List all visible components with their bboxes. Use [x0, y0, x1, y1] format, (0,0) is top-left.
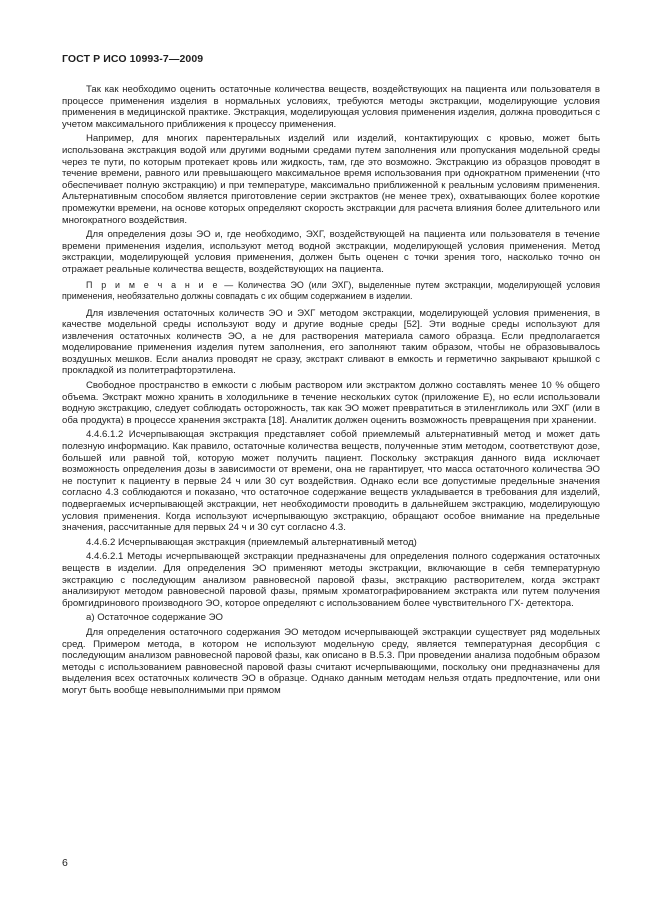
paragraph: Для определения дозы ЭО и, где необходимо, ЭХГ, воздействующей на пациента или пользователя в течение времени применения изделия, используют метод водной экстракции, моделирующей условия применения. Метод экстракции, моделирующей условия применения, должен быть оценен с точки зрения того, насколько точно он отражает реальные количества веществ, воздействующих на пациента. [62, 229, 600, 275]
document-header: ГОСТ Р ИСО 10993-7—2009 [62, 53, 204, 65]
paragraph: Так как необходимо оценить остаточные количества веществ, воздействующих на пациента или пользователя в процессе применения изделия в нормальных условиях, требуются методы экстракции, моделирующие условия применения в медицинской практике. Экстракция, моделирующая условия применения изделия, должна проводиться с учетом максимального приближения к процессу применения. [62, 84, 600, 130]
paragraph: 4.4.6.2.1 Методы исчерпывающей экстракции предназначены для определения полного содержания остаточных веществ в изделии. Для определения ЭО применяют методы экстракции, включающие в себя температурную экстракцию с последующим анализом равновесной паровой фазы, экстракцию растворителем, когда экстракт анализируют методом равновесной паровой фазы, прямым хроматографированием экстракта или путем получения бромгидринового производного ЭО, которое определяют с использованием более чувствительного ГХ- детектора. [62, 551, 600, 609]
paragraph: Для определения остаточного содержания ЭО методом исчерпывающей экстракции существует ряд модельных сред. Примером метода, в котором не используют модельную среду, является температурная десорбция с последующим анализом равновесной паровой фазы, как описано в В.5.3. При проведении анализа подобным образом методы с использованием равновесной паровой фазы считают исчерпывающими, поскольку они предназначены для выделения всех остаточных количеств ЭО в образце. Однако данным методам нельзя отдать предпочтение, или они могут быть вообще невыполнимыми при прямом [62, 626, 600, 696]
paragraph: Свободное пространство в емкости с любым раствором или экстрактом должно составлять менее 10 % общего объема. Экстракт можно хранить в холодильнике в течение нескольких суток (приложение Е), но если использовали водную экстракцию, следует соблюдать осторожность, так как ЭО может превратиться в этиленгликоль или ЭХГ (или в оба продукта) в процессе хранения экстракта [18]. Аналитик должен оценить возможность превращения при хранении. [62, 380, 600, 426]
page-number: 6 [62, 857, 68, 869]
document-body [62, 84, 600, 700]
note-text: — Количества ЭО (или ЭХГ), выделенные путем экстракции, моделирующей условия применения, необязательно должны совпадать с их общим содержанием в изделии. [62, 279, 600, 301]
note [62, 280, 600, 302]
list-item: а) Остаточное содержание ЭО [86, 612, 223, 624]
paragraph: Для извлечения остаточных количеств ЭО и ЭХГ методом экстракции, моделирующей условия применения, в качестве модельной среды используют воду и другие водные среды [52]. Эти водные среды используют для извлечения остаточных количеств ЭО, а не для растворения материала самого образца. Если предполагается моделирование применения изделия путем заполнения, его заполняют таким образом, чтобы не образовывалось воздушных мешков. Если анализ проводят не сразу, экстракт сливают в емкость и герметично закрывают крышкой с прокладкой из политетрафторэтилена. [62, 307, 600, 377]
section-heading: 4.4.6.2 Исчерпывающая экстракция (приемлемый альтернативный метод) [86, 536, 417, 548]
paragraph: Например, для многих парентеральных изделий или изделий, контактирующих с кровью, может быть использована экстракция водой или другими водными средами путем заполнения или пропускания модельной среды через те пути, по которым протекает кровь или жидкость, там, где это возможно. Экстракцию из образцов проводят в течение времени, равного или превышающего максимальное время использования при однократном применении (что обеспечивает полную экстракцию) и при температуре, максимально приближенной к реальным условиям применения. Альтернативным способом является приготовление серии экстрактов (не менее трех), охватывающих более короткие промежутки времени, на основе которых определяют скорость экстракции для расчета влияния более длительного или многократного воздействия. [62, 133, 600, 226]
paragraph: 4.4.6.1.2 Исчерпывающая экстракция представляет собой приемлемый альтернативный метод и может дать полезную информацию. Как правило, остаточные количества веществ, полученные этим методом, соответствуют дозе, большей или равной той, которую может получить пациент. Поскольку экстракция данного вида исключает возможность определения дозы в зависимости от времени, она не гарантирует, что масса остаточного количества ЭО не поступит к пациенту в первые 24 ч или 30 сут воздействия. Однако если все допустимые предельные значения согласно 4.3 соблюдаются и показано, что остаточное содержание веществ укладывается в требования для изделий, подвергаемых исчерпывающей экстракции, нет необходимости проводить в дальнейшем экстракцию, моделирующую условия применения. Когда используют исчерпывающую экстракцию, обращают особое внимание на предельные значения, рассчитанные для первых 24 ч и 30 сут согласно 4.3. [62, 429, 600, 534]
note-label: П р и м е ч а н и е [86, 279, 220, 290]
